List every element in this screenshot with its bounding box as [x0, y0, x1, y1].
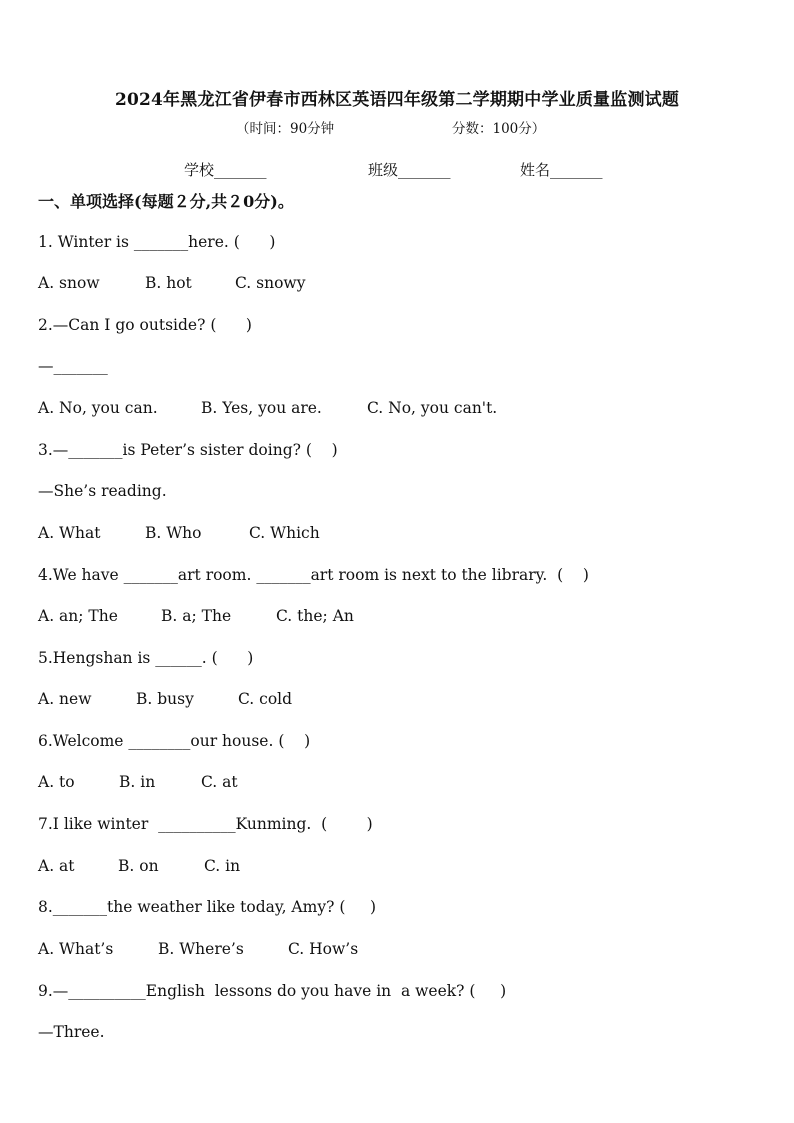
- option-a: A. snow: [38, 274, 100, 292]
- class-field: 班级_______: [368, 161, 451, 179]
- option-a: A. to: [38, 773, 75, 791]
- question-7-options: [38, 857, 738, 879]
- question-6-options: [38, 773, 738, 795]
- option-c: C. How’s: [288, 940, 359, 958]
- option-b: B. Who: [145, 524, 202, 542]
- option-c: C. No, you can't.: [367, 399, 498, 417]
- option-a: A. No, you can.: [38, 399, 158, 417]
- exam-title: 2024年黑龙江省伊春市西林区英语四年级第二学期期中学业质量监测试题: [114, 90, 680, 110]
- option-c: C. snowy: [235, 274, 306, 292]
- question-2-answer-line: —_______: [38, 357, 108, 375]
- section-title: 一、单项选择(每题２分,共２0分)。: [38, 192, 294, 211]
- school-field: 学校_______: [184, 161, 267, 179]
- option-b: B. in: [119, 773, 156, 791]
- option-a: A. What’s: [38, 940, 114, 958]
- option-b: B. Where’s: [158, 940, 244, 958]
- name-field: 姓名_______: [520, 161, 603, 179]
- option-c: C. Which: [249, 524, 320, 542]
- option-c: C. at: [201, 773, 238, 791]
- exam-time: （时间：90分钟: [236, 121, 335, 137]
- question-4-stem: 4.We have _______art room. _______art room is next to the library. ( ): [38, 566, 589, 584]
- question-9-answer-line: —Three.: [38, 1023, 105, 1041]
- option-a: A. at: [38, 857, 75, 875]
- question-3-options: [38, 524, 738, 546]
- option-b: B. busy: [136, 690, 194, 708]
- question-9-stem: 9.—__________English lessons do you have in a week? ( ): [38, 982, 507, 1000]
- option-a: A. new: [38, 690, 92, 708]
- question-5-options: [38, 690, 738, 712]
- question-2-stem: 2.—Can I go outside? ( ): [38, 316, 252, 334]
- option-c: C. cold: [238, 690, 293, 708]
- question-3-stem: 3.—_______is Peter’s sister doing? ( ): [38, 441, 338, 459]
- option-c: C. in: [204, 857, 241, 875]
- question-4-options: [38, 607, 738, 629]
- question-5-stem: 5.Hengshan is ______. ( ): [38, 649, 254, 667]
- question-7-stem: 7.I like winter __________Kunming. ( ): [38, 815, 373, 833]
- option-b: B. on: [118, 857, 159, 875]
- question-3-answer-line: —She’s reading.: [38, 482, 167, 500]
- option-b: B. a; The: [161, 607, 232, 625]
- question-1-stem: 1. Winter is _______here. ( ): [38, 233, 276, 251]
- option-b: B. hot: [145, 274, 192, 292]
- option-b: B. Yes, you are.: [201, 399, 322, 417]
- question-8-options: [38, 940, 738, 962]
- question-6-stem: 6.Welcome ________our house. ( ): [38, 732, 311, 750]
- question-1-options: [38, 274, 738, 296]
- question-8-stem: 8._______the weather like today, Amy? ( ): [38, 898, 377, 916]
- option-a: A. an; The: [38, 607, 118, 625]
- option-a: A. What: [38, 524, 101, 542]
- option-c: C. the; An: [276, 607, 354, 625]
- question-2-options: [38, 399, 738, 421]
- exam-score: 分数：100分）: [452, 121, 546, 137]
